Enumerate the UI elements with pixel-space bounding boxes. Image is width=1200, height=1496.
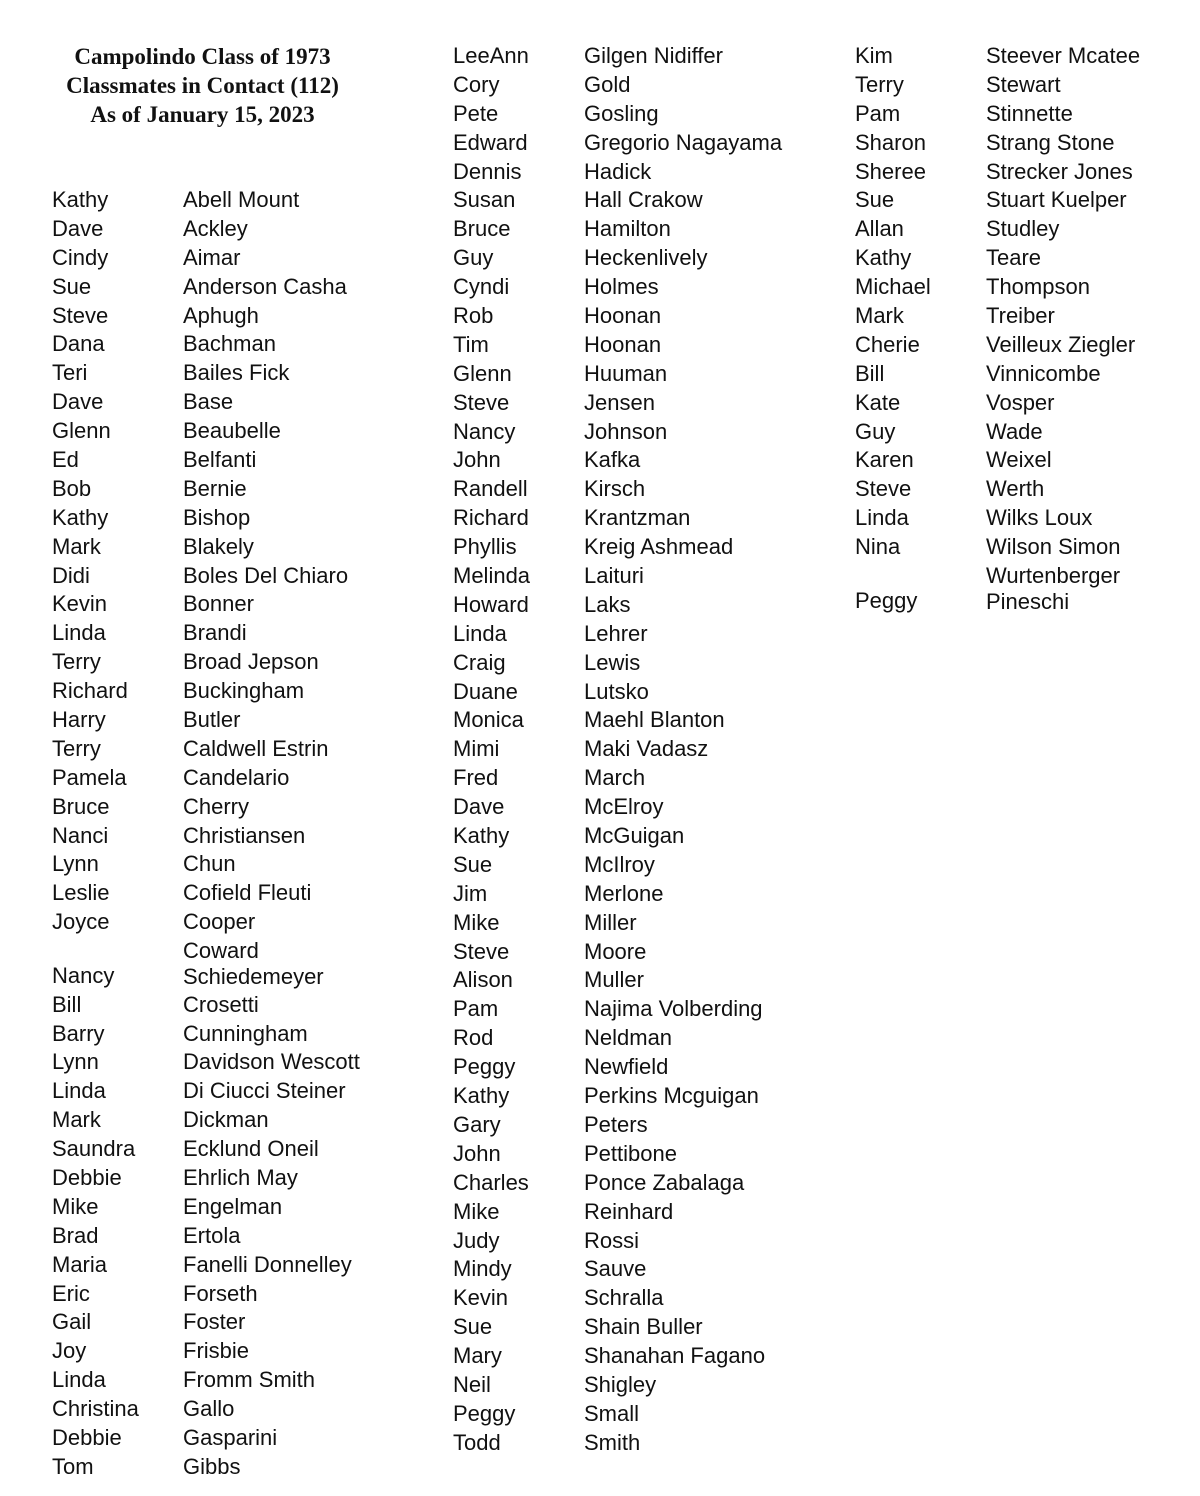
first-name: Phyllis (453, 534, 517, 560)
last-name: Broad Jepson (183, 649, 319, 675)
first-name: Sue (453, 851, 493, 877)
last-name: Bonner (183, 591, 254, 617)
last-name: Ehrlich May (183, 1164, 298, 1190)
last-name: Ackley (183, 215, 248, 241)
last-name: Butler (183, 707, 241, 733)
first-name: Monica (453, 707, 524, 733)
last-name: Christiansen (183, 822, 306, 848)
first-name: Maria (52, 1251, 108, 1277)
last-name: Stuart Kuelper (986, 187, 1127, 213)
first-name: Kathy (52, 186, 109, 212)
first-name: Gary (453, 1111, 501, 1137)
first-name: Susan (453, 187, 516, 213)
last-name: Pettibone (584, 1140, 677, 1166)
first-name: Didi (52, 562, 90, 588)
first-name: Sue (453, 1314, 493, 1340)
last-name: Treiber (986, 303, 1055, 328)
first-name: Mark (52, 533, 101, 559)
first-name: Pete (453, 100, 499, 126)
last-name: Strecker Jones (986, 158, 1133, 184)
last-name: March (584, 765, 646, 791)
last-name: Maehl Blanton (584, 707, 725, 733)
last-name: Base (183, 389, 234, 415)
first-name: Dana (52, 331, 105, 357)
last-name: Veilleux Ziegler (986, 331, 1136, 357)
first-name: Joyce (52, 909, 110, 935)
last-name: Miller (584, 909, 637, 935)
last-name: Muller (584, 967, 644, 993)
title-line-1: Campolindo Class of 1973 (74, 44, 331, 69)
last-name: Foster (183, 1309, 246, 1335)
last-name (986, 563, 1120, 616)
first-name: Richard (52, 678, 128, 704)
last-name: Bernie (183, 475, 247, 501)
first-name: Nanci (52, 822, 109, 848)
title-line-2: Classmates in Contact (112) (66, 73, 339, 98)
last-name: Beaubelle (183, 418, 281, 444)
last-name: Huuman (584, 360, 668, 386)
last-name: Ponce Zabalaga (584, 1169, 745, 1195)
last-name: Buckingham (183, 678, 305, 704)
first-name: Pam (855, 100, 901, 126)
last-name: Davidson Wescott (183, 1049, 360, 1075)
last-name: Frisbie (183, 1338, 250, 1364)
first-name: Dave (453, 794, 505, 820)
last-name: Blakely (183, 533, 254, 559)
first-name: Lynn (52, 851, 99, 877)
first-name: Cherie (855, 331, 920, 357)
last-name: Vinnicombe (986, 360, 1101, 386)
first-name: Mimi (453, 736, 500, 762)
last-name (183, 938, 324, 991)
first-name: Christina (52, 1396, 139, 1422)
first-name: Mike (453, 1198, 500, 1224)
first-name: Tom (52, 1453, 94, 1479)
last-name: Weixel (986, 447, 1052, 473)
last-name: Brandi (183, 620, 247, 646)
first-name: Gail (52, 1309, 92, 1335)
last-name: Anderson Casha (183, 273, 347, 299)
first-name: Allan (855, 216, 904, 242)
last-name: Hoonan (584, 331, 662, 357)
last-name: Engelman (183, 1193, 283, 1219)
first-name: Steve (52, 302, 109, 328)
first-name: Dave (52, 389, 104, 415)
last-name: Krantzman (584, 505, 691, 531)
last-name: Vosper (986, 389, 1055, 415)
first-name: Teri (52, 360, 88, 386)
first-name: Bill (855, 360, 885, 386)
first-name: Mark (52, 1107, 101, 1133)
first-name: Mindy (453, 1256, 512, 1282)
first-name: Judy (453, 1227, 500, 1253)
last-name: Laituri (584, 563, 644, 589)
last-name: Crosetti (183, 991, 259, 1017)
first-name: Nancy (52, 962, 115, 988)
first-name: Mike (52, 1193, 99, 1219)
last-name: Ecklund Oneil (183, 1136, 319, 1162)
last-name-line-1: Wurtenberger (986, 562, 1121, 588)
first-name: Leslie (52, 880, 110, 906)
last-name: Hoonan (584, 303, 662, 328)
first-name: Debbie (52, 1425, 122, 1450)
first-name: Charles (453, 1169, 529, 1195)
first-name: Guy (855, 418, 896, 444)
last-name: Gibbs (183, 1453, 241, 1479)
last-name: Di Ciucci Steiner (183, 1078, 346, 1104)
last-name: Shain Buller (584, 1314, 703, 1340)
last-name: Forseth (183, 1280, 258, 1306)
first-name: Peggy (453, 1400, 516, 1426)
last-name: Heckenlively (584, 245, 708, 271)
last-name-line-1: Coward (183, 937, 259, 963)
first-name: Kevin (453, 1285, 509, 1311)
last-name: Holmes (584, 274, 659, 300)
first-name: Kevin (52, 591, 108, 617)
last-name: Rossi (584, 1227, 640, 1253)
first-name: Karen (855, 447, 914, 473)
last-name: McGuigan (584, 823, 685, 849)
first-name: Richard (453, 505, 529, 531)
last-name: Merlone (584, 880, 664, 906)
first-name: Harry (52, 707, 106, 733)
last-name: Aimar (183, 244, 241, 270)
first-name: LeeAnn (453, 42, 529, 68)
first-name: Sue (52, 273, 92, 299)
first-name: Barry (52, 1020, 105, 1046)
first-name: Todd (453, 1429, 501, 1455)
last-name: Gasparini (183, 1425, 278, 1450)
last-name: Kirsch (584, 476, 646, 502)
first-name: Kathy (453, 823, 510, 849)
first-name: Edward (453, 129, 528, 155)
last-name: Lutsko (584, 678, 649, 704)
last-name: Stewart (986, 71, 1061, 97)
first-name: Howard (453, 591, 529, 617)
last-name: Hadick (584, 158, 652, 184)
first-name: Kate (855, 389, 901, 415)
first-name: Rod (453, 1025, 494, 1051)
first-name: Alison (453, 967, 513, 993)
title-line-3: As of January 15, 2023 (90, 102, 315, 127)
last-name: Laks (584, 591, 631, 617)
last-name: Cherry (183, 793, 250, 819)
first-name: John (453, 447, 501, 473)
first-name: Terry (52, 649, 101, 675)
first-name: Kathy (453, 1083, 510, 1109)
last-name: Perkins Mcguigan (584, 1083, 759, 1109)
first-name: Lynn (52, 1049, 99, 1075)
first-name: Kim (855, 42, 893, 68)
last-name: Johnson (584, 418, 668, 444)
last-name: Ertola (183, 1222, 241, 1248)
last-name: Gallo (183, 1396, 235, 1422)
first-name: Guy (453, 245, 494, 271)
last-name: Cooper (183, 909, 256, 935)
first-name: Kathy (855, 245, 912, 271)
first-name: Pam (453, 996, 499, 1022)
first-name: Dennis (453, 158, 522, 184)
first-name: Dave (52, 215, 104, 241)
last-name: Abell Mount (183, 186, 300, 212)
last-name: Lewis (584, 649, 641, 675)
first-name: Linda (52, 1078, 106, 1104)
first-name: Peggy (453, 1054, 516, 1080)
first-name: Steve (453, 389, 510, 415)
last-name: Studley (986, 216, 1060, 242)
first-name: Neil (453, 1371, 491, 1397)
last-name: Gosling (584, 100, 659, 126)
last-name: Newfield (584, 1054, 669, 1080)
first-name: Brad (52, 1222, 99, 1248)
last-name: Hall Crakow (584, 187, 703, 213)
last-name: Wilks Loux (986, 505, 1093, 531)
last-name: Jensen (584, 389, 655, 415)
first-name: Jim (453, 880, 488, 906)
last-name: Aphugh (183, 302, 259, 328)
first-name: Kathy (52, 504, 109, 530)
first-name: Terry (855, 71, 904, 97)
first-name: Steve (453, 938, 510, 964)
first-name: Sheree (855, 158, 926, 184)
first-name: Linda (453, 620, 507, 646)
first-name: Craig (453, 649, 506, 675)
first-name: Michael (855, 274, 931, 300)
last-name: Neldman (584, 1025, 673, 1051)
first-name: Linda (52, 620, 106, 646)
last-name: Najima Volberding (584, 996, 763, 1022)
last-name-line-2: Schiedemeyer (183, 964, 324, 990)
first-name: Bob (52, 475, 92, 501)
last-name: Wilson Simon (986, 534, 1121, 560)
last-name: Cunningham (183, 1020, 308, 1046)
first-name: Peggy (855, 587, 918, 613)
last-name: McIlroy (584, 851, 655, 877)
first-name: Cyndi (453, 274, 510, 300)
first-name: Sue (855, 187, 895, 213)
last-name: Bishop (183, 504, 251, 530)
last-name: Belfanti (183, 447, 257, 472)
first-name: Linda (52, 1367, 106, 1393)
last-name: Schralla (584, 1285, 664, 1311)
last-name: Cofield Fleuti (183, 880, 312, 906)
last-name: Dickman (183, 1107, 269, 1133)
last-name: Gold (584, 71, 631, 97)
first-name: Steve (855, 476, 912, 502)
last-name: Chun (183, 851, 236, 877)
last-name: Bachman (183, 331, 276, 357)
last-name: Teare (986, 245, 1042, 271)
last-name: Kafka (584, 447, 641, 473)
last-name: Peters (584, 1111, 648, 1137)
first-name: Nancy (453, 418, 516, 444)
first-name: Sharon (855, 129, 926, 155)
last-name: Thompson (986, 274, 1090, 300)
last-name: Steever Mcatee (986, 42, 1141, 68)
first-name: Mike (453, 909, 500, 935)
last-name: Strang Stone (986, 129, 1115, 155)
last-name: Small (584, 1400, 640, 1426)
first-name: Eric (52, 1280, 90, 1306)
last-name: Wade (986, 418, 1043, 444)
last-name: Moore (584, 938, 647, 964)
first-name: Bruce (453, 216, 511, 242)
first-name: Bill (52, 991, 82, 1017)
first-name: Duane (453, 678, 518, 704)
last-name-line-2: Pineschi (986, 589, 1070, 615)
last-name: Shanahan Fagano (584, 1343, 766, 1369)
last-name: Gilgen Nidiffer (584, 42, 723, 68)
first-name: Ed (52, 447, 79, 472)
first-name: Cory (453, 71, 500, 97)
last-name: Maki Vadasz (584, 736, 709, 762)
last-name: Fanelli Donnelley (183, 1251, 352, 1277)
last-name: Fromm Smith (183, 1367, 315, 1393)
first-name: Linda (855, 505, 909, 531)
first-name: Randell (453, 476, 528, 502)
first-name: Mary (453, 1343, 502, 1369)
last-name: Werth (986, 476, 1045, 502)
last-name: Kreig Ashmead (584, 534, 734, 560)
first-name: Joy (52, 1338, 87, 1364)
first-name: Mark (855, 303, 904, 328)
last-name: Stinnette (986, 100, 1073, 126)
first-name: Bruce (52, 793, 110, 819)
first-name: Fred (453, 765, 499, 791)
last-name: Lehrer (584, 620, 648, 646)
last-name: McElroy (584, 794, 664, 820)
first-name: Glenn (453, 360, 512, 386)
first-name: John (453, 1140, 501, 1166)
first-name: Cindy (52, 244, 109, 270)
first-name: Pamela (52, 764, 127, 790)
last-name: Candelario (183, 764, 290, 790)
last-name: Sauve (584, 1256, 647, 1282)
first-name: Tim (453, 331, 489, 357)
last-name: Caldwell Estrin (183, 735, 329, 761)
first-name: Terry (52, 735, 101, 761)
last-name: Boles Del Chiaro (183, 562, 349, 588)
first-name: Melinda (453, 563, 531, 589)
last-name: Reinhard (584, 1198, 674, 1224)
first-name: Saundra (52, 1136, 136, 1162)
document-title (40, 42, 365, 129)
last-name: Shigley (584, 1371, 657, 1397)
first-name: Nina (855, 534, 901, 560)
first-name: Glenn (52, 418, 111, 444)
last-name: Bailes Fick (183, 360, 290, 386)
last-name: Hamilton (584, 216, 671, 242)
last-name: Gregorio Nagayama (584, 129, 783, 155)
first-name: Debbie (52, 1164, 122, 1190)
last-name: Smith (584, 1429, 641, 1455)
first-name: Rob (453, 303, 494, 328)
